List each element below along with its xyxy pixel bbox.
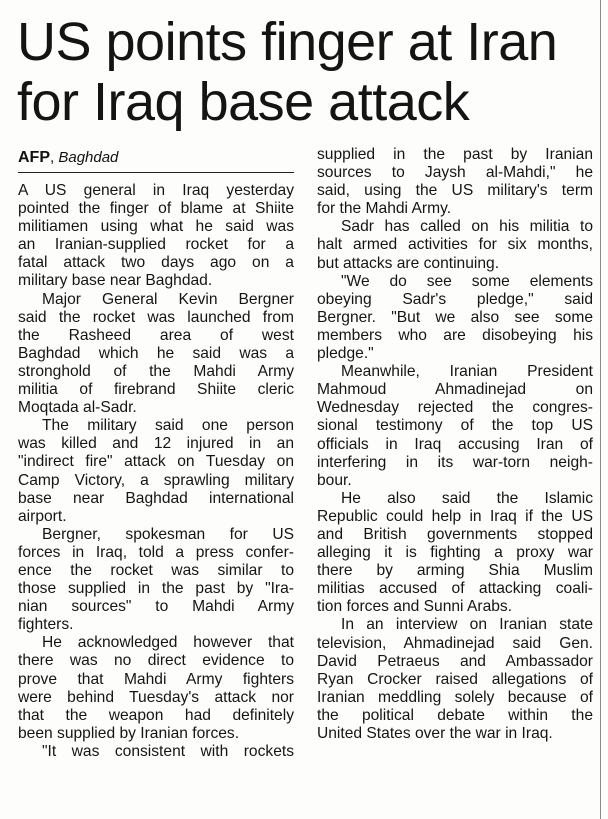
text-line: In an interview on Iranian state (341, 616, 593, 634)
headline-line-2: for Iraq base attack (17, 72, 470, 132)
text-line: supplied in the past by Iranian (317, 146, 593, 163)
text-line: ence the rocket was similar to (18, 561, 294, 579)
text-line: obeying Sadr's pledge," said (317, 290, 593, 308)
text-line: fighters. (18, 616, 74, 634)
text-line: halt armed activities for six months, (317, 236, 593, 254)
text-line: military base near Baghdad. (18, 272, 213, 290)
text-line: alleging it is fighting a proxy war (317, 544, 593, 562)
text-line: pointed the finger of blame at Shiite (18, 200, 294, 218)
headline (17, 12, 600, 132)
text-line: militias accused of attacking coali- (317, 580, 593, 598)
right-column (317, 146, 593, 743)
text-line: Major General Kevin Bergner (42, 290, 294, 308)
text-line: Meanwhile, Iranian President (341, 363, 593, 381)
text-line: He acknowledged however that (42, 634, 294, 652)
text-line: bour. (317, 471, 352, 489)
text-line: said, using the US military's term (317, 182, 593, 200)
text-line: Sadr has called on his militia to (341, 218, 593, 236)
text-line: He also said the Islamic (341, 489, 593, 507)
text-line: forces in Iraq, told a press confer- (18, 543, 294, 561)
agency-name: AFP (18, 149, 50, 166)
text-line: fatal attack two days ago on a (18, 254, 294, 272)
text-line: A US general in Iraq yesterday (18, 182, 294, 199)
text-line: were behind Tuesday's attack nor (18, 688, 294, 706)
text-line: "indirect fire" attack on Tuesday on (18, 453, 294, 471)
text-line: the Rasheed area of west (18, 326, 294, 344)
text-line: Camp Victory, a sprawling military (18, 471, 294, 489)
text-line: pledge." (317, 345, 374, 363)
text-line: "We do see some elements (341, 272, 593, 290)
text-line: and British governments stopped (317, 525, 593, 543)
text-line: militiamen using what he said was (18, 218, 294, 236)
byline-separator: , (50, 149, 59, 166)
text-line: Moqtada al-Sadr. (18, 399, 137, 417)
text-line: Bergner, spokesman for US (42, 525, 294, 543)
text-line: was killed and 12 injured in an (18, 435, 294, 453)
text-line: Ryan Crocker raised allegations of (317, 670, 593, 688)
text-line: an Iranian-supplied rocket for a (18, 236, 294, 254)
text-line: sional testimony of the top US (317, 417, 593, 435)
text-line: tion forces and Sunni Arabs. (317, 598, 513, 616)
text-line: the political debate within the (317, 706, 593, 724)
text-line: David Petraeus and Ambassador (317, 652, 593, 670)
text-line: those supplied in the past by "Ira- (18, 580, 294, 598)
dateline: Baghdad (58, 149, 119, 166)
text-line: The military said one person (42, 417, 294, 435)
byline (18, 149, 118, 167)
text-line: been supplied by Iranian forces. (18, 724, 240, 742)
text-line: prove that Mahdi Army fighters (18, 670, 294, 688)
headline-line-1: US points finger at Iran (17, 12, 558, 72)
text-line: "It was consistent with rockets (42, 742, 294, 760)
text-line: Republic could help in Iraq if the US (317, 507, 593, 525)
text-line: said the rocket was launched from (18, 308, 294, 326)
text-line: Wednesday rejected the congres- (317, 399, 593, 417)
text-line: but attacks are continuing. (317, 254, 500, 272)
byline-rule (18, 172, 294, 173)
text-line: nian sources" to Mahdi Army (18, 598, 294, 616)
text-line: base near Baghdad international (18, 489, 294, 507)
text-line: there was no direct evidence to (18, 652, 294, 670)
text-line: interfering in its war-torn neigh- (317, 453, 593, 471)
text-line: Bergner. "But we also see some (317, 308, 593, 326)
clipping-edge (600, 0, 601, 819)
text-line: stronghold of the Mahdi Army (18, 362, 294, 380)
text-line: militia of firebrand Shiite cleric (18, 381, 294, 399)
text-line: sources to Jaysh al-Mahdi," he (317, 164, 593, 182)
text-line: members who are disobeying his (317, 326, 593, 344)
text-line: Baghdad which he said was a (18, 344, 294, 362)
text-line: Iranian meddling solely because of (317, 688, 593, 706)
text-line: television, Ahmadinejad said Gen. (317, 634, 593, 652)
text-line: there by arming Shia Muslim (317, 562, 593, 580)
text-line: airport. (18, 507, 67, 525)
text-line: United States over the war in Iraq. (317, 725, 553, 742)
text-line: that the weapon had definitely (18, 706, 294, 724)
text-line: officials in Iraq accusing Iran of (317, 435, 593, 453)
text-line: for the Mahdi Army. (317, 200, 452, 218)
text-line: Mahmoud Ahmadinejad on (317, 381, 593, 399)
left-column (18, 182, 294, 761)
